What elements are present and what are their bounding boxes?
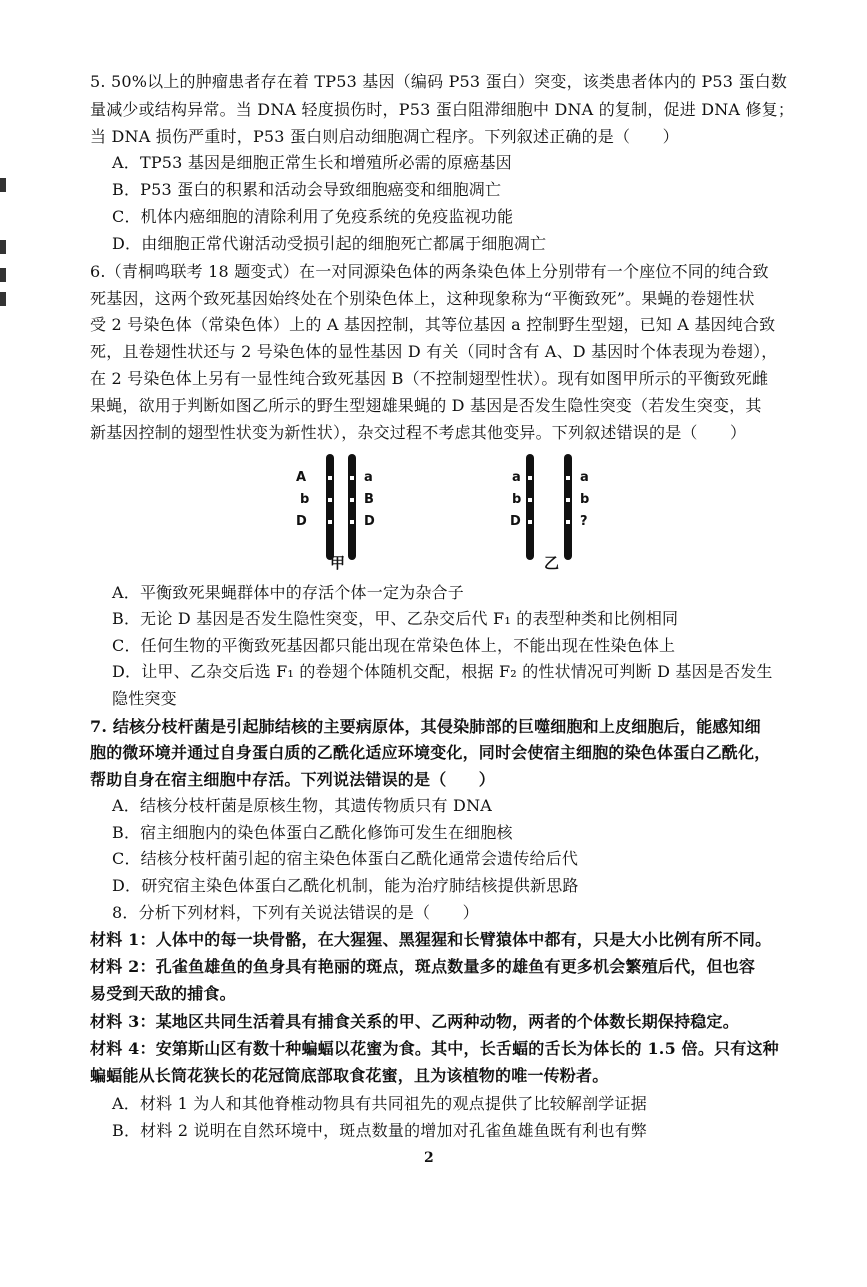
chromosome-pair-yi-graphic xyxy=(504,452,604,562)
q6-stem-line-6: 果蝇，欲用于判断如图乙所示的野生型翅雄果蝇的 D 基因是否发生隐性突变（若发生突变，其 xyxy=(90,396,762,415)
q8-material-2: 材料 2：孔雀鱼雄鱼的鱼身具有艳丽的斑点，斑点数量多的雄鱼有更多机会繁殖后代，但也容 xyxy=(90,957,756,976)
q5-option-c: C．机体内癌细胞的清除利用了免疫系统的免疫监视功能 xyxy=(112,207,514,226)
gene-label-yi-right-2: b xyxy=(580,492,590,507)
chromosome-pair-jia-graphic xyxy=(290,452,390,562)
q5-stem-line-3: 当 DNA 损伤严重时，P53 蛋白则启动细胞凋亡程序。下列叙述正确的是（ ） xyxy=(90,127,679,146)
q8-option-b: B．材料 2 说明在自然环境中，斑点数量的增加对孔雀鱼雄鱼既有利也有弊 xyxy=(112,1121,648,1140)
scan-edge-mark xyxy=(0,292,6,306)
gene-label-yi-right-3: ? xyxy=(580,514,588,529)
q8-material-3: 材料 3：某地区共同生活着具有捕食关系的甲、乙两种动物，两者的个体数长期保持稳定。 xyxy=(90,1012,739,1031)
diagram-caption-jia: 甲 xyxy=(330,554,346,572)
q6-option-d-continued: 隐性突变 xyxy=(112,689,177,708)
q7-stem-line-2: 胞的微环境并通过自身蛋白质的乙酰化适应环境变化，同时会使宿主细胞的染色体蛋白乙酰化， xyxy=(90,743,771,762)
gene-label-yi-left-3: D xyxy=(510,514,521,529)
chromosome-diagram-jia xyxy=(290,452,390,577)
q8-option-a: A．材料 1 为人和其他脊椎动物具有共同祖先的观点提供了比较解剖学证据 xyxy=(112,1094,647,1113)
q8-material-2-continued: 易受到天敌的捕食。 xyxy=(90,984,236,1003)
q7-stem-line-3: 帮助自身在宿主细胞中存活。下列说法错误的是（ ） xyxy=(90,770,496,789)
q6-option-d: D．让甲、乙杂交后选 F₁ 的卷翅个体随机交配，根据 F₂ 的性状情况可判断 D 基因是否发生 xyxy=(112,662,773,681)
chromosome-diagram-yi xyxy=(504,452,604,577)
q5-option-b: B．P53 蛋白的积累和活动会导致细胞癌变和细胞凋亡 xyxy=(112,180,502,199)
gene-label-yi-right-1: a xyxy=(580,470,589,485)
gene-label-jia-left-3: D xyxy=(296,514,307,529)
q5-option-d: D．由细胞正常代谢活动受损引起的细胞死亡都属于细胞凋亡 xyxy=(112,234,547,253)
q7-option-a: A．结核分枝杆菌是原核生物，其遗传物质只有 DNA xyxy=(112,796,493,815)
q8-stem: 8．分析下列材料，下列有关说法错误的是（ ） xyxy=(112,903,479,922)
q8-material-1: 材料 1：人体中的每一块骨骼，在大猩猩、黑猩猩和长臂猿体中都有，只是大小比例有所不同。 xyxy=(90,930,772,949)
q6-stem-line-3: 受 2 号染色体（常染色体）上的 A 基因控制，其等位基因 a 控制野生型翅，已知 A 基因纯合致 xyxy=(90,315,776,334)
q6-stem-line-4: 死，且卷翅性状还与 2 号染色体的显性基因 D 有关（同时含有 A、D 基因时个体表现为卷翅）， xyxy=(90,342,778,361)
gene-label-yi-left-1: a xyxy=(512,470,521,485)
q6-option-a: A．平衡致死果蝇群体中的存活个体一定为杂合子 xyxy=(112,583,464,602)
gene-label-jia-left-2: b xyxy=(300,492,310,507)
q5-stem-line-2: 量减少或结构异常。当 DNA 轻度损伤时，P53 蛋白阻滞细胞中 DNA 的复制，促进 DNA 修复； xyxy=(90,100,795,119)
q7-option-d: D．研究宿主染色体蛋白乙酰化机制，能为治疗肺结核提供新思路 xyxy=(112,876,579,895)
page-number: 2 xyxy=(424,1150,434,1166)
gene-label-jia-left-1: A xyxy=(296,470,307,485)
scan-edge-mark xyxy=(0,240,6,254)
diagram-caption-yi: 乙 xyxy=(544,554,560,572)
q6-stem-line-1: 6.（青桐鸣联考 18 题变式）在一对同源染色体的两条染色体上分别带有一个座位不同的纯合致 xyxy=(90,262,769,281)
gene-label-jia-right-2: B xyxy=(364,492,374,507)
q7-option-b: B．宿主细胞内的染色体蛋白乙酰化修饰可发生在细胞核 xyxy=(112,823,513,842)
q6-stem-line-5: 在 2 号染色体上另有一显性纯合致死基因 B（不控制翅型性状）。现有如图甲所示的平衡致死雌 xyxy=(90,369,769,388)
q7-option-c: C．结核分枝杆菌引起的宿主染色体蛋白乙酰化通常会遗传给后代 xyxy=(112,849,579,868)
gene-label-jia-right-1: a xyxy=(364,470,373,485)
gene-label-yi-left-2: b xyxy=(512,492,522,507)
q5-option-a: A．TP53 基因是细胞正常生长和增殖所必需的原癌基因 xyxy=(112,153,512,172)
q6-option-c: C．任何生物的平衡致死基因都只能出现在常染色体上，不能出现在性染色体上 xyxy=(112,636,676,655)
gene-label-jia-right-3: D xyxy=(364,514,375,529)
q8-material-4: 材料 4：安第斯山区有数十种蝙蝠以花蜜为食。其中，长舌蝠的舌长为体长的 1.5 倍。只有这种 xyxy=(90,1039,779,1058)
scan-edge-mark xyxy=(0,178,6,192)
q7-stem-line-1: 7. 结核分枝杆菌是引起肺结核的主要病原体，其侵染肺部的巨噬细胞和上皮细胞后，能感知细 xyxy=(90,717,761,736)
q5-stem-line-1: 5. 50%以上的肿瘤患者存在着 TP53 基因（编码 P53 蛋白）突变，该类患者体内的 P53 蛋白数 xyxy=(90,72,788,91)
q8-material-4-continued: 蝙蝠能从长筒花狭长的花冠筒底部取食花蜜，且为该植物的唯一传粉者。 xyxy=(90,1066,609,1085)
q6-stem-line-2: 死基因，这两个致死基因始终处在个别染色体上，这种现象称为“平衡致死”。果蝇的卷翅性状 xyxy=(90,289,755,308)
scan-edge-mark xyxy=(0,268,6,282)
q6-option-b: B．无论 D 基因是否发生隐性突变，甲、乙杂交后代 F₁ 的表型种类和比例相同 xyxy=(112,609,679,628)
q6-stem-line-7: 新基因控制的翅型性状变为新性状），杂交过程不考虑其他变异。下列叙述错误的是（ ） xyxy=(90,423,747,442)
